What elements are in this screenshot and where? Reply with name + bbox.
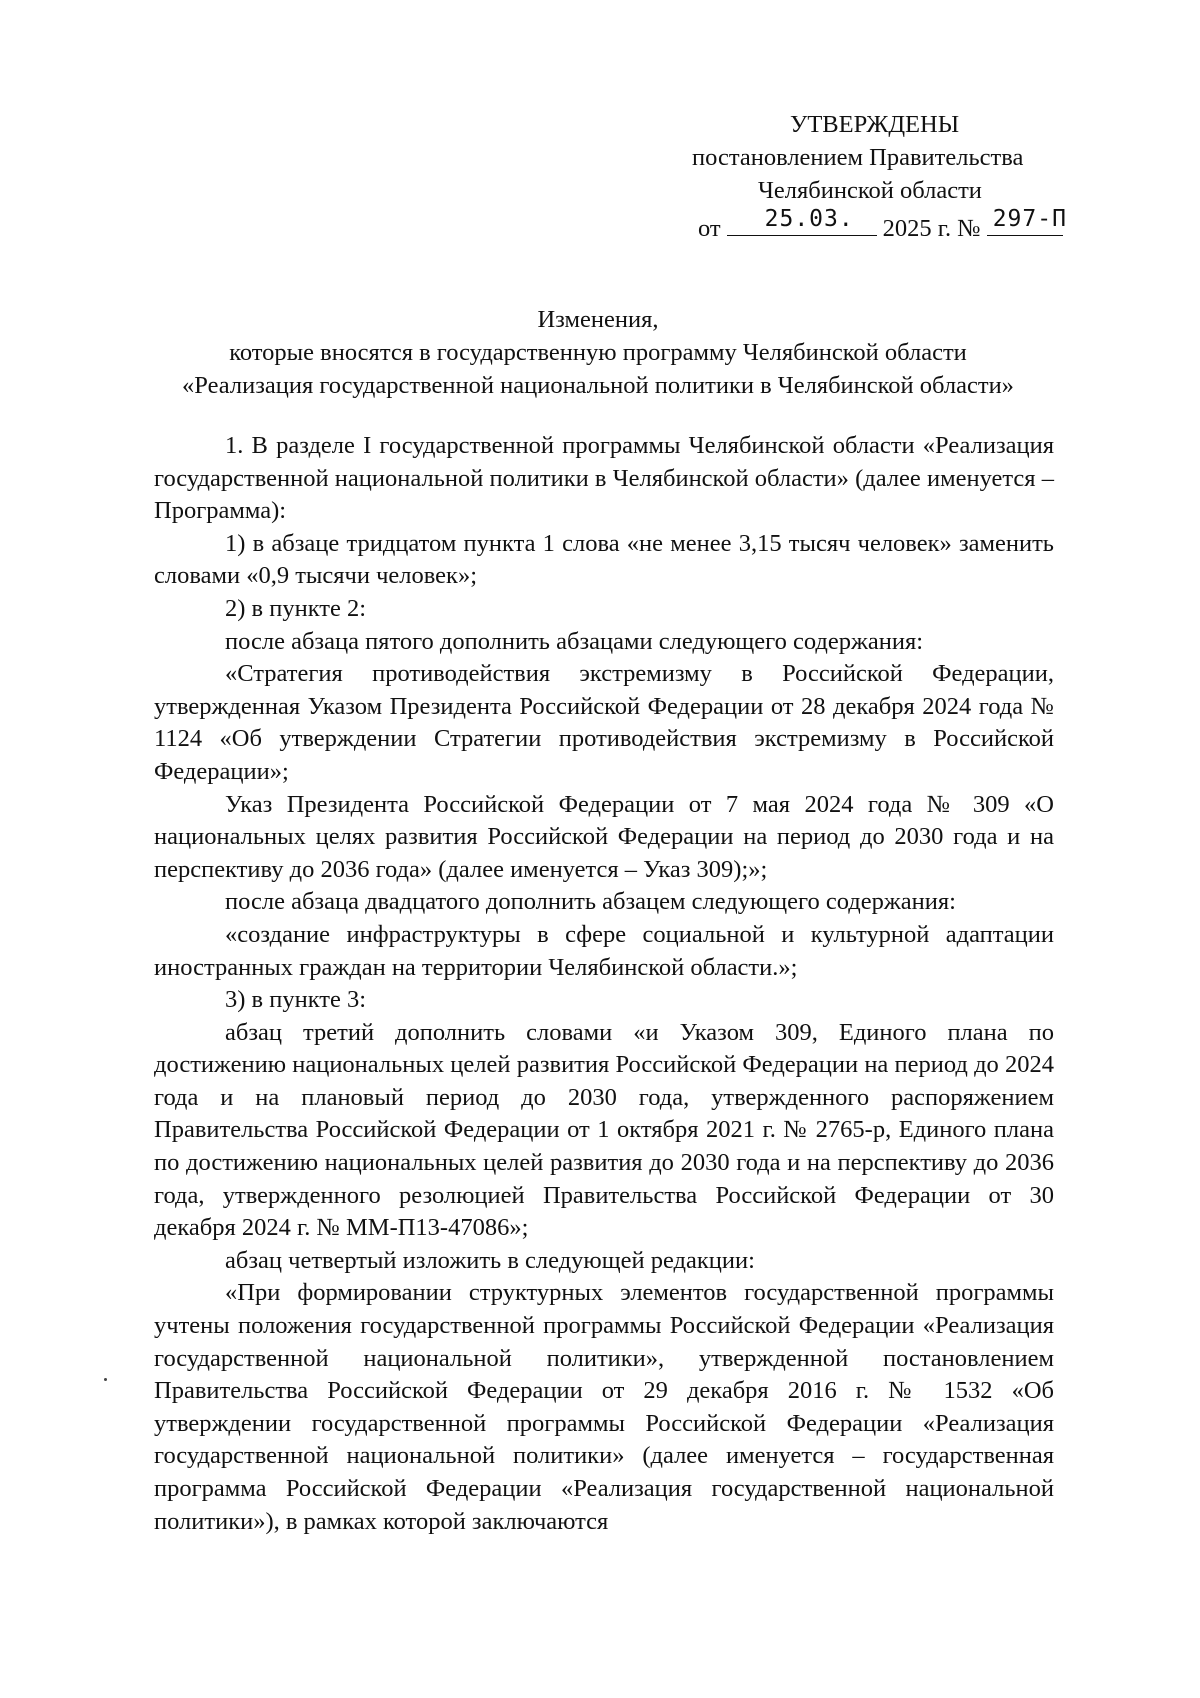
paragraph: «создание инфраструктуры в сфере социальной и культурной адаптации иностранных граждан на территории Челябинской области.»; xyxy=(154,920,1054,981)
date-blank xyxy=(727,206,877,236)
paragraph: абзац четвертый изложить в следующей редакции: xyxy=(225,1246,755,1274)
approval-issuer-line: постановлением Правительства xyxy=(692,144,1024,171)
paragraph: «При формировании структурных элементов государственной программы учтены положения государственной программы Российской Федерации «Реализация государственной национальной политики», утвержденной постановлением Правительства Российской Федерации от 29 декабря 2016 г. № 1532 «Об утверждении государственной программы Российской Федерации «Реализация государственной национальной политики» (далее именуется – государственная программа Российской Федерации «Реализация государственной национальной политики»), в рамках которой заключаются xyxy=(154,1279,1054,1535)
paragraph: после абзаца пятого дополнить абзацами следующего содержания: xyxy=(225,627,924,655)
paragraph: 1) в абзаце тридцатом пункта 1 слова «не менее 3,15 тысяч человек» заменить словами «0,9 тысячи человек»; xyxy=(154,529,1054,590)
approval-region-line: Челябинской области xyxy=(758,177,982,204)
paragraph: 1. В разделе I государственной программы Челябинской области «Реализация государственной национальной политики в Челябинской области» (далее именуется – Программа): xyxy=(154,432,1054,525)
paragraph: 2) в пункте 2: xyxy=(225,594,367,622)
heading-subtitle: которые вносятся в государственную программу Челябинской области xyxy=(229,339,967,366)
paragraph: 3) в пункте 3: xyxy=(225,986,367,1014)
paragraph: Указ Президента Российской Федерации от 7 мая 2024 года № 309 «О национальных целях развития Российской Федерации на период до 2030 года и на перспективу до 2036 года» (далее именуется – Указ 309);»; xyxy=(154,790,1054,883)
document-body xyxy=(154,430,1054,1538)
heading-program-name: «Реализация государственной национальной политики в Челябинской области» xyxy=(182,372,1014,399)
document-heading xyxy=(148,303,1048,402)
handwritten-date: 25.03. xyxy=(764,206,854,232)
approval-date-line xyxy=(698,206,1067,243)
heading-title: Изменения, xyxy=(537,306,659,333)
paragraph: «Стратегия противодействия экстремизму в Российской Федерации, утвержденная Указом Президента Российской Федерации от 28 декабря 2024 года № 1124 «Об утверждении Стратегии противодействия экстремизму в Российской Федерации»; xyxy=(154,660,1054,785)
handwritten-number: 297-П xyxy=(992,206,1067,232)
scan-artifact xyxy=(104,1378,107,1381)
paragraph: после абзаца двадцатого дополнить абзацем следующего содержания: xyxy=(225,888,956,916)
date-prefix: от xyxy=(698,215,721,242)
year-number-label: 2025 г. № xyxy=(882,215,981,242)
paragraph: абзац третий дополнить словами «и Указом 309, Единого плана по достижению национальных целей развития Российской Федерации на период до 2024 года и на плановый период до 2030 года, утвержденного распоряжением Правительства Российской Федерации от 1 октября 2021 г. № 2765-р, Единого плана по достижению национальных целей развития до 2030 года и на перспективу до 2036 года, утвержденного резолюцией Правительства Российской Федерации от 30 декабря 2024 г. № ММ-П13-47086»; xyxy=(154,1018,1054,1242)
number-blank xyxy=(987,206,1067,236)
approval-title: УТВЕРЖДЕНЫ xyxy=(790,111,960,138)
